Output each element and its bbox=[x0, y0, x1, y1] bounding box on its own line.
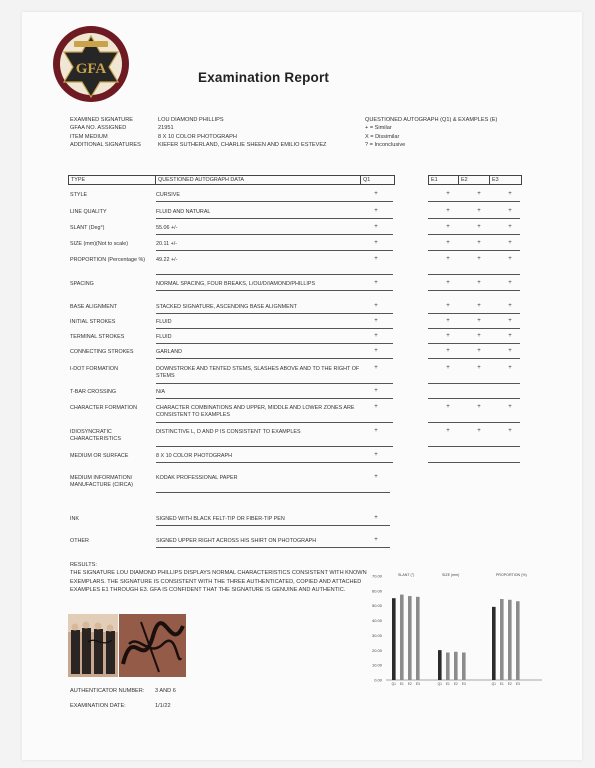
row-label: INITIAL STROKES bbox=[70, 319, 116, 325]
row-value: DOWNSTROKE AND TENTED STEMS, SLASHES ABOVE AND TO THE RIGHT OF STEMS bbox=[156, 366, 360, 380]
example-mark: + bbox=[477, 428, 481, 434]
q1-mark: + bbox=[374, 428, 378, 434]
page-title: Examination Report bbox=[198, 70, 330, 85]
y-tick-label: 0.00 bbox=[374, 677, 382, 683]
info-value: LOU DIAMOND PHILLIPS bbox=[158, 117, 224, 123]
row-value: 49.22 +/- bbox=[156, 257, 178, 263]
header-type: TYPE bbox=[71, 177, 86, 183]
row-label: STYLE bbox=[70, 192, 88, 198]
y-tick-label: 40.00 bbox=[371, 618, 382, 624]
q1-mark: + bbox=[374, 191, 378, 197]
x-tick-label: Q1 bbox=[437, 682, 442, 686]
row-label: SLANT (Deg°) bbox=[70, 225, 105, 231]
examination-date-value: 1/1/22 bbox=[155, 703, 171, 709]
info-labels bbox=[70, 116, 141, 149]
q1-mark: + bbox=[374, 318, 378, 324]
q1-mark: + bbox=[374, 452, 378, 458]
bar bbox=[416, 597, 420, 680]
row-label: T-BAR CROSSING bbox=[70, 389, 117, 395]
info-label: GFAA NO. ASSIGNED bbox=[70, 125, 127, 132]
group-title: PROPORTION (%) bbox=[496, 573, 527, 577]
info-label: EXAMINED SIGNATURE bbox=[70, 117, 133, 123]
signature-closeup-image bbox=[119, 614, 186, 677]
legend-inconclusive: ? = Inconclusive bbox=[365, 141, 406, 148]
row-label: TERMINAL STROKES bbox=[70, 334, 125, 340]
q1-mark: + bbox=[374, 348, 378, 354]
row-label: SPACING bbox=[70, 281, 94, 287]
examples-underline bbox=[428, 201, 520, 202]
row-value: SIGNED UPPER RIGHT ACROSS HIS SHIRT ON PHOTOGRAPH bbox=[156, 538, 317, 544]
row-label: LINE QUALITY bbox=[70, 209, 107, 215]
example-mark: + bbox=[508, 333, 512, 339]
examples-underline bbox=[428, 218, 520, 219]
group-title: SLANT (°) bbox=[398, 573, 415, 577]
example-mark: + bbox=[508, 318, 512, 324]
header-divider bbox=[155, 175, 156, 185]
gfa-seal-logo bbox=[52, 25, 130, 103]
example-mark: + bbox=[446, 208, 450, 214]
info-value: 21951 bbox=[158, 125, 174, 132]
row-underline bbox=[156, 218, 393, 219]
info-label: ITEM MEDIUM bbox=[70, 133, 108, 140]
x-tick-label: E1 bbox=[399, 682, 404, 686]
x-tick-label: E1 bbox=[499, 682, 504, 686]
x-tick-label: E1 bbox=[445, 682, 450, 686]
q1-mark: + bbox=[374, 240, 378, 246]
row-underline bbox=[156, 234, 393, 235]
legend-similar: + = Similar bbox=[365, 125, 392, 132]
results-block bbox=[70, 561, 370, 595]
example-mark: + bbox=[477, 333, 481, 339]
row-value: GARLAND bbox=[156, 349, 183, 355]
q1-mark: + bbox=[374, 333, 378, 339]
example-mark: + bbox=[446, 280, 450, 286]
q1-mark: + bbox=[374, 515, 378, 521]
row-underline bbox=[156, 358, 393, 359]
example-mark: + bbox=[446, 303, 450, 309]
example-mark: + bbox=[477, 318, 481, 324]
row-underline bbox=[156, 250, 393, 251]
row-underline bbox=[156, 328, 393, 329]
bar bbox=[508, 600, 512, 680]
q1-mark: + bbox=[374, 208, 378, 214]
row-underline bbox=[156, 274, 393, 275]
example-mark: + bbox=[477, 224, 481, 230]
example-mark: + bbox=[508, 208, 512, 214]
example-mark: + bbox=[508, 256, 512, 262]
info-values bbox=[158, 116, 326, 149]
q1-mark: + bbox=[374, 256, 378, 262]
row-underline bbox=[156, 398, 393, 399]
row-value: FLUID bbox=[156, 334, 172, 340]
bar bbox=[400, 595, 404, 680]
y-tick-label: 60.00 bbox=[371, 588, 382, 594]
info-value: KIEFER SUTHERLAND, CHARLIE SHEEN AND EMILIO ESTEVEZ bbox=[158, 141, 327, 148]
example-mark: + bbox=[477, 191, 481, 197]
bar bbox=[492, 607, 496, 680]
results-label: RESULTS: bbox=[70, 562, 97, 568]
row-underline bbox=[156, 290, 393, 291]
row-underline bbox=[156, 422, 393, 423]
examples-underline bbox=[428, 290, 520, 291]
row-value: CHARACTER COMBINATIONS AND UPPER, MIDDLE AND LOWER ZONES ARE CONSISTENT TO EXAMPLES bbox=[156, 405, 355, 419]
q1-mark: + bbox=[374, 303, 378, 309]
example-mark: + bbox=[508, 348, 512, 354]
row-label: CONNECTING STROKES bbox=[70, 349, 134, 355]
x-tick-label: E2 bbox=[453, 682, 458, 686]
examples-underline bbox=[428, 422, 520, 423]
examples-underline bbox=[428, 343, 520, 344]
examples-underline bbox=[428, 234, 520, 235]
group-title: SIZE (mm) bbox=[442, 573, 460, 577]
header-divider bbox=[489, 175, 490, 185]
row-value: 55.06 +/- bbox=[156, 225, 178, 231]
y-tick-label: 30.00 bbox=[371, 632, 382, 638]
x-tick-label: Q1 bbox=[391, 682, 396, 686]
row-underline bbox=[156, 525, 390, 526]
examples-underline bbox=[428, 383, 520, 384]
example-mark: + bbox=[477, 208, 481, 214]
example-mark: + bbox=[446, 404, 450, 410]
x-tick-label: E3 bbox=[461, 682, 466, 686]
row-label: MEDIUM OR SURFACE bbox=[70, 453, 129, 459]
row-label: SIZE (mm)(Not to scale) bbox=[70, 241, 129, 247]
x-tick-label: E3 bbox=[515, 682, 520, 686]
header-divider bbox=[360, 175, 361, 185]
row-value: STACKED SIGNATURE, ASCENDING BASE ALIGNMENT bbox=[156, 304, 297, 310]
header-e3: E3 bbox=[492, 177, 499, 183]
example-mark: + bbox=[446, 348, 450, 354]
example-mark: + bbox=[477, 280, 481, 286]
row-label: OTHER bbox=[70, 538, 89, 544]
row-value: 20.11 +/- bbox=[156, 241, 178, 247]
bar bbox=[500, 599, 504, 680]
example-mark: + bbox=[446, 318, 450, 324]
results-text: THE SIGNATURE LOU DIAMOND PHILLIPS DISPLAYS NORMAL CHARACTERISTICS CONSISTENT WITH KNOWN EXEMPLARS. THE SIGNATURE IS CONSISTENT WITH THE THREE AUTHENTICATED, COPIED AND ATTACHED EXAMPLES E1 THROUGH E3. GFA IS CONFIDENT THAT THE SIGNATURE IS GENUINE AND AUTHENTIC. bbox=[70, 570, 367, 594]
q1-mark: + bbox=[374, 474, 378, 480]
x-tick-label: E3 bbox=[415, 682, 420, 686]
row-value: KODAK PROFESSIONAL PAPER bbox=[156, 475, 238, 481]
examples-underline bbox=[428, 328, 520, 329]
examples-underline bbox=[428, 446, 520, 447]
header-q1: Q1 bbox=[363, 177, 371, 183]
example-mark: + bbox=[477, 303, 481, 309]
example-mark: + bbox=[446, 224, 450, 230]
row-value: DISTINCTIVE L, D AND P IS CONSISTENT TO EXAMPLES bbox=[156, 429, 301, 435]
measurement-bar-chart bbox=[364, 568, 544, 692]
row-underline bbox=[156, 383, 393, 384]
q1-mark: + bbox=[374, 224, 378, 230]
bar bbox=[516, 601, 520, 680]
row-label: MEDIUM INFORMATION/ MANUFACTURE (CIRCA) bbox=[70, 475, 133, 488]
q1-mark: + bbox=[374, 404, 378, 410]
bar bbox=[438, 650, 442, 680]
examples-header-box bbox=[428, 175, 522, 185]
bar bbox=[454, 652, 458, 680]
example-mark: + bbox=[477, 256, 481, 262]
legend-title: QUESTIONED AUTOGRAPH (Q1) & EXAMPLES (E) bbox=[365, 117, 498, 123]
row-label: I-DOT FORMATION bbox=[70, 366, 119, 372]
q1-mark: + bbox=[374, 280, 378, 286]
examination-date-label: EXAMINATION DATE: bbox=[70, 703, 126, 709]
report-sheet bbox=[22, 12, 582, 760]
example-mark: + bbox=[446, 365, 450, 371]
row-underline bbox=[156, 201, 393, 202]
example-mark: + bbox=[446, 333, 450, 339]
header-divider bbox=[458, 175, 459, 185]
x-tick-label: Q1 bbox=[491, 682, 496, 686]
row-value: 8 X 10 COLOR PHOTOGRAPH bbox=[156, 453, 232, 459]
examples-underline bbox=[428, 358, 520, 359]
examples-underline bbox=[428, 398, 520, 399]
example-mark: + bbox=[508, 280, 512, 286]
header-e1: E1 bbox=[431, 177, 438, 183]
row-value: NORMAL SPACING, FOUR BREAKS, L/OU/D/IAMOND/PHILLIPS bbox=[156, 281, 316, 287]
example-mark: + bbox=[508, 240, 512, 246]
svg-text:GFA: GFA bbox=[75, 61, 107, 77]
example-mark: + bbox=[477, 365, 481, 371]
examples-underline bbox=[428, 313, 520, 314]
row-label: IDIOSYNCRATIC CHARACTERISTICS bbox=[70, 429, 121, 442]
legend-dissimilar: X = Dissimilar bbox=[365, 133, 400, 140]
examples-underline bbox=[428, 250, 520, 251]
x-tick-label: E2 bbox=[407, 682, 412, 686]
example-mark: + bbox=[508, 365, 512, 371]
example-mark: + bbox=[446, 428, 450, 434]
row-underline bbox=[156, 343, 393, 344]
bar bbox=[446, 653, 450, 680]
row-label: INK bbox=[70, 516, 79, 522]
row-underline bbox=[156, 492, 390, 493]
q1-mark: + bbox=[374, 388, 378, 394]
example-mark: + bbox=[508, 224, 512, 230]
header-e2: E2 bbox=[461, 177, 468, 183]
examples-underline bbox=[428, 274, 520, 275]
x-tick-label: E2 bbox=[507, 682, 512, 686]
info-value: 8 X 10 COLOR PHOTOGRAPH bbox=[158, 133, 237, 140]
row-label: PROPORTION (Percentage %) bbox=[70, 257, 146, 263]
y-tick-label: 50.00 bbox=[371, 603, 382, 609]
example-mark: + bbox=[508, 428, 512, 434]
row-value: SIGNED WITH BLACK FELT-TIP OR FIBER-TIP PEN bbox=[156, 516, 285, 522]
example-mark: + bbox=[477, 240, 481, 246]
bar bbox=[462, 653, 466, 680]
row-value: FLUID AND NATURAL bbox=[156, 209, 211, 215]
example-mark: + bbox=[508, 303, 512, 309]
example-mark: + bbox=[446, 240, 450, 246]
example-mark: + bbox=[508, 191, 512, 197]
row-underline bbox=[156, 446, 393, 447]
row-underline bbox=[156, 462, 393, 463]
row-label: BASE ALIGNMENT bbox=[70, 304, 118, 310]
authenticator-value: 3 AND 6 bbox=[155, 688, 176, 694]
signed-photo-image bbox=[68, 614, 118, 677]
authenticator-label: AUTHENTICATOR NUMBER: bbox=[70, 688, 145, 694]
q1-mark: + bbox=[374, 365, 378, 371]
legend bbox=[365, 116, 497, 149]
y-tick-label: 10.00 bbox=[371, 662, 382, 668]
info-label: ADDITIONAL SIGNATURES bbox=[70, 141, 141, 148]
row-value: CURSIVE bbox=[156, 192, 180, 198]
header-data: QUESTIONED AUTOGRAPH DATA bbox=[158, 177, 244, 183]
example-mark: + bbox=[446, 256, 450, 262]
row-label: CHARACTER FORMATION bbox=[70, 405, 137, 411]
y-tick-label: 70.00 bbox=[371, 573, 382, 579]
example-mark: + bbox=[477, 404, 481, 410]
example-mark: + bbox=[446, 191, 450, 197]
row-underline bbox=[156, 313, 393, 314]
examples-underline bbox=[428, 462, 520, 463]
row-value: FLUID bbox=[156, 319, 172, 325]
row-value: N/A bbox=[156, 389, 165, 395]
bar bbox=[408, 596, 412, 680]
bar bbox=[392, 598, 396, 680]
q1-mark: + bbox=[374, 537, 378, 543]
row-underline bbox=[156, 547, 390, 548]
y-tick-label: 20.00 bbox=[371, 647, 382, 653]
example-mark: + bbox=[508, 404, 512, 410]
example-mark: + bbox=[477, 348, 481, 354]
